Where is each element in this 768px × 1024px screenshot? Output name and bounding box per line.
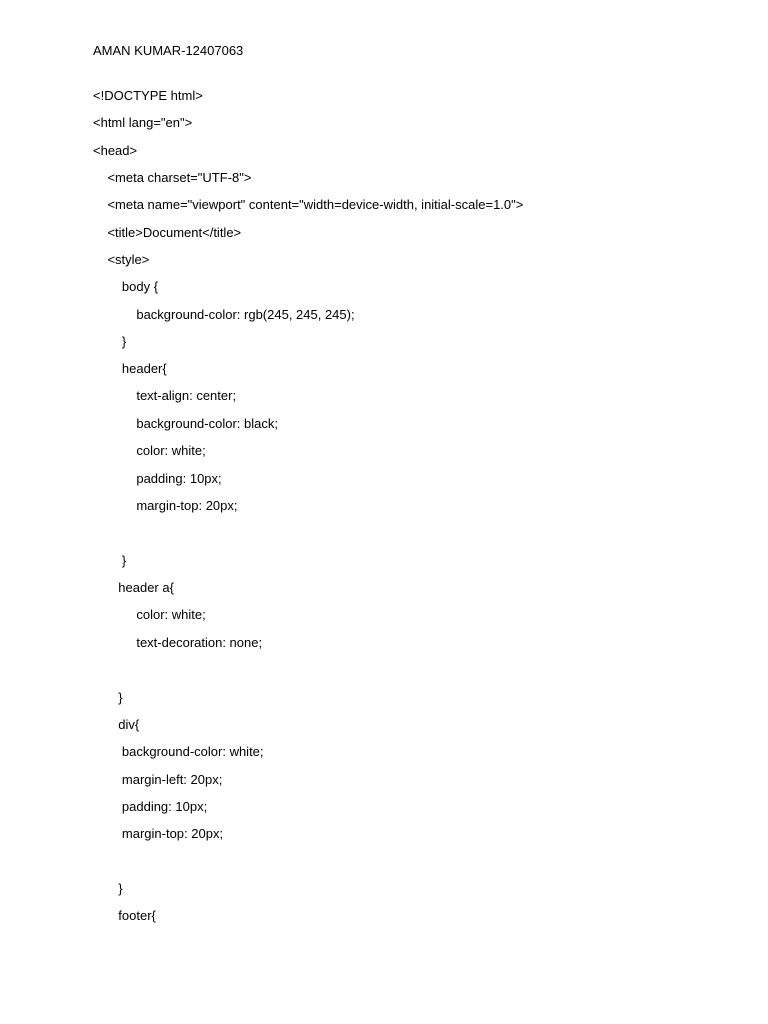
code-line: <title>Document</title> <box>93 225 242 240</box>
code-line: background-color: black; <box>93 416 278 431</box>
code-line: <html lang="en"> <box>93 115 193 130</box>
code-line: <!DOCTYPE html> <box>93 88 203 103</box>
code-line: div{ <box>93 717 140 732</box>
code-line: footer{ <box>93 908 156 923</box>
code-line: margin-left: 20px; <box>93 772 223 787</box>
code-line: header{ <box>93 361 167 376</box>
code-line: <head> <box>93 143 138 158</box>
code-line: } <box>93 881 123 896</box>
author-line: AMAN KUMAR-12407063 <box>93 43 244 58</box>
code-line: margin-top: 20px; <box>93 826 224 841</box>
code-line: text-align: center; <box>93 388 237 403</box>
code-line: color: white; <box>93 443 206 458</box>
code-line: background-color: white; <box>93 744 264 759</box>
code-line: padding: 10px; <box>93 471 222 486</box>
code-line: color: white; <box>93 607 206 622</box>
code-line: <meta name="viewport" content="width=device-width, initial-scale=1.0"> <box>93 197 524 212</box>
code-line: <style> <box>93 252 150 267</box>
code-line: body { <box>93 279 159 294</box>
code-line: } <box>93 334 127 349</box>
code-line: <meta charset="UTF-8"> <box>93 170 252 185</box>
code-line: } <box>93 690 123 705</box>
code-line: margin-top: 20px; <box>93 498 238 513</box>
code-line: header a{ <box>93 580 174 595</box>
code-line: padding: 10px; <box>93 799 208 814</box>
code-line: } <box>93 553 127 568</box>
code-line: text-decoration: none; <box>93 635 263 650</box>
code-line: background-color: rgb(245, 245, 245); <box>93 307 355 322</box>
